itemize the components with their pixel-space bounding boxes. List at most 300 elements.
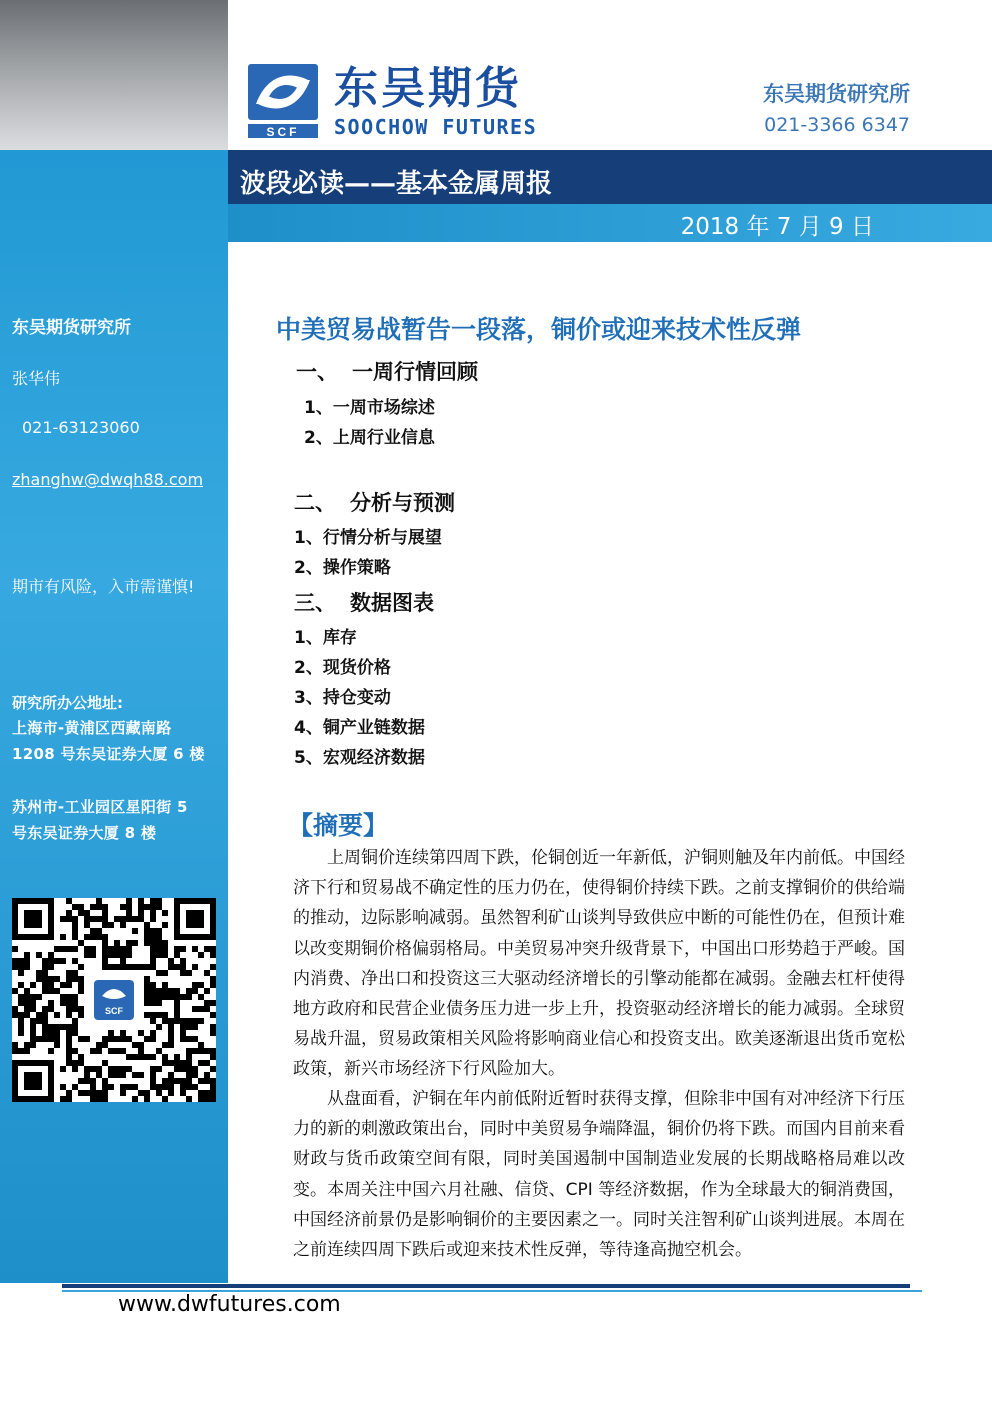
qr-module — [204, 1078, 210, 1084]
qr-module — [180, 946, 186, 952]
qr-module — [192, 1018, 198, 1024]
qr-module — [162, 1060, 168, 1066]
qr-module — [108, 946, 114, 952]
qr-module — [156, 970, 162, 976]
qr-module — [42, 1030, 48, 1036]
qr-module — [84, 1072, 90, 1078]
qr-module — [186, 1072, 192, 1078]
qr-module — [42, 982, 48, 988]
qr-module — [78, 988, 84, 994]
qr-module — [186, 1048, 192, 1054]
toc-item[interactable]: 2、上周行业信息 — [304, 428, 435, 448]
qr-module — [198, 982, 204, 988]
qr-module — [174, 994, 180, 1000]
qr-module — [42, 1012, 48, 1018]
qr-module — [138, 1048, 144, 1054]
qr-module — [192, 1072, 198, 1078]
qr-module — [174, 1078, 180, 1084]
qr-module — [156, 1066, 162, 1072]
qr-module — [54, 1012, 60, 1018]
toc-item[interactable]: 5、宏观经济数据 — [294, 748, 425, 768]
qr-module — [54, 1042, 60, 1048]
qr-module — [210, 1078, 216, 1084]
date-band — [228, 204, 992, 242]
qr-module — [48, 958, 54, 964]
qr-module — [204, 1060, 210, 1066]
qr-module — [144, 934, 150, 940]
qr-module — [174, 964, 180, 970]
qr-module — [138, 898, 144, 904]
qr-module — [132, 964, 138, 970]
footer-divider — [62, 1284, 910, 1288]
qr-module — [174, 988, 180, 994]
qr-module — [72, 976, 78, 982]
qr-module — [18, 1024, 24, 1030]
qr-module — [156, 928, 162, 934]
qr-module — [78, 1054, 84, 1060]
qr-module — [174, 1006, 180, 1012]
qr-module — [96, 1042, 102, 1048]
qr-module — [198, 1018, 204, 1024]
qr-module — [156, 904, 162, 910]
qr-module — [150, 916, 156, 922]
section-heading — [294, 587, 434, 617]
qr-module — [198, 1060, 204, 1066]
qr-module — [72, 1030, 78, 1036]
qr-module — [210, 1000, 216, 1006]
qr-module — [96, 1096, 102, 1102]
qr-module — [204, 1000, 210, 1006]
qr-module — [204, 1048, 210, 1054]
qr-module — [24, 994, 30, 1000]
qr-module — [150, 1012, 156, 1018]
qr-module — [138, 1042, 144, 1048]
qr-module — [150, 1054, 156, 1060]
qr-module — [102, 964, 108, 970]
qr-module — [162, 988, 168, 994]
qr-module — [204, 1090, 210, 1096]
qr-module — [126, 964, 132, 970]
qr-module — [162, 1084, 168, 1090]
qr-module — [90, 1066, 96, 1072]
qr-module — [66, 970, 72, 976]
qr-module — [66, 1090, 72, 1096]
qr-module — [174, 1018, 180, 1024]
qr-module — [162, 952, 168, 958]
qr-module — [210, 1096, 216, 1102]
qr-module — [78, 910, 84, 916]
qr-module — [90, 934, 96, 940]
qr-module — [180, 964, 186, 970]
qr-module — [186, 1084, 192, 1090]
qr-module — [174, 1066, 180, 1072]
qr-module — [78, 940, 84, 946]
qr-module — [180, 1018, 186, 1024]
qr-module — [78, 1090, 84, 1096]
qr-module — [36, 1036, 42, 1042]
qr-module — [144, 1090, 150, 1096]
qr-module — [198, 1006, 204, 1012]
qr-module — [186, 988, 192, 994]
qr-module — [96, 1048, 102, 1054]
qr-module — [126, 946, 132, 952]
qr-module — [42, 1024, 48, 1030]
qr-module — [156, 934, 162, 940]
qr-module — [18, 1030, 24, 1036]
qr-module — [72, 1060, 78, 1066]
qr-module — [198, 1090, 204, 1096]
qr-module — [108, 952, 114, 958]
qr-module — [192, 1006, 198, 1012]
qr-module — [162, 1018, 168, 1024]
qr-module — [114, 916, 120, 922]
qr-module — [180, 1024, 186, 1030]
qr-module — [168, 1030, 174, 1036]
qr-module — [66, 916, 72, 922]
qr-module — [18, 958, 24, 964]
qr-module — [90, 1084, 96, 1090]
qr-module — [120, 952, 126, 958]
qr-module — [12, 1048, 18, 1054]
qr-module — [96, 928, 102, 934]
qr-module — [120, 1066, 126, 1072]
qr-module — [168, 1078, 174, 1084]
toc-item[interactable]: 3、持仓变动 — [294, 688, 391, 708]
qr-module — [192, 1048, 198, 1054]
qr-module — [156, 952, 162, 958]
qr-module — [180, 1090, 186, 1096]
qr-module — [36, 1018, 42, 1024]
qr-module — [144, 964, 150, 970]
section-title: 一周行情回顾 — [352, 360, 478, 384]
toc-item[interactable]: 1、库存 — [294, 628, 357, 648]
footer-website-link[interactable]: www.dwfutures.com — [118, 1292, 341, 1317]
qr-module — [60, 994, 66, 1000]
qr-module — [66, 1060, 72, 1066]
qr-module — [168, 1084, 174, 1090]
qr-module — [66, 994, 72, 1000]
qr-module — [42, 988, 48, 994]
section-number: 二、 — [294, 491, 336, 515]
sidebar-address-line: 苏州市-工业园区星阳街 5 — [12, 798, 188, 816]
qr-module — [198, 952, 204, 958]
sidebar-author: 张华伟 — [12, 369, 61, 388]
qr-module — [168, 958, 174, 964]
section-title: 分析与预测 — [350, 491, 455, 515]
logo-text-en: SOOCHOW FUTURES — [334, 115, 538, 139]
qr-module — [60, 1066, 66, 1072]
qr-module — [174, 1060, 180, 1066]
qr-module — [18, 982, 24, 988]
qr-module — [120, 1090, 126, 1096]
qr-module — [210, 1048, 216, 1054]
qr-module — [192, 988, 198, 994]
qr-module — [162, 946, 168, 952]
qr-module — [150, 982, 156, 988]
qr-module — [90, 928, 96, 934]
qr-module — [48, 1030, 54, 1036]
report-title: 中美贸易战暂告一段落，铜价或迎来技术性反弹 — [276, 315, 802, 344]
qr-module — [102, 1090, 108, 1096]
qr-module — [102, 904, 108, 910]
qr-module — [96, 898, 102, 904]
qr-module — [138, 1030, 144, 1036]
toc-item[interactable]: 2、操作策略 — [294, 558, 391, 578]
qr-module — [120, 958, 126, 964]
qr-module — [138, 904, 144, 910]
qr-module — [150, 994, 156, 1000]
qr-module — [90, 1078, 96, 1084]
qr-code-icon — [12, 898, 216, 1102]
qr-module — [174, 1012, 180, 1018]
qr-module — [48, 988, 54, 994]
qr-module — [54, 988, 60, 994]
qr-module — [180, 1078, 186, 1084]
qr-logo-text: SCF — [105, 1006, 123, 1016]
qr-module — [48, 1036, 54, 1042]
qr-module — [12, 988, 18, 994]
qr-module — [48, 1024, 54, 1030]
qr-module — [36, 994, 42, 1000]
qr-module — [12, 964, 18, 970]
qr-module — [150, 928, 156, 934]
qr-module — [78, 1006, 84, 1012]
qr-module — [84, 952, 90, 958]
qr-module — [168, 1024, 174, 1030]
qr-module — [48, 1000, 54, 1006]
qr-module — [102, 1060, 108, 1066]
qr-module — [114, 964, 120, 970]
sidebar-risk-notice: 期市有风险，入市需谨慎! — [12, 577, 195, 596]
qr-module — [30, 1024, 36, 1030]
qr-module — [138, 1072, 144, 1078]
toc-item[interactable]: 1、行情分析与展望 — [294, 528, 442, 548]
qr-module — [96, 1090, 102, 1096]
qr-module — [102, 1078, 108, 1084]
qr-module — [120, 904, 126, 910]
qr-module — [60, 958, 66, 964]
qr-module — [66, 1048, 72, 1054]
qr-module — [174, 1054, 180, 1060]
qr-module — [60, 1024, 66, 1030]
qr-module — [60, 934, 66, 940]
qr-module — [54, 1024, 60, 1030]
qr-module — [114, 946, 120, 952]
qr-module — [120, 1072, 126, 1078]
qr-module — [36, 976, 42, 982]
toc-item[interactable]: 1、一周市场综述 — [304, 398, 435, 418]
qr-module — [180, 994, 186, 1000]
qr-module — [24, 1012, 30, 1018]
qr-module — [30, 1006, 36, 1012]
qr-module — [150, 1072, 156, 1078]
qr-module — [18, 1048, 24, 1054]
qr-module — [102, 910, 108, 916]
qr-module — [198, 1078, 204, 1084]
qr-module — [162, 1012, 168, 1018]
qr-module — [144, 994, 150, 1000]
qr-module — [78, 1036, 84, 1042]
section-heading — [296, 356, 478, 386]
qr-module — [120, 1030, 126, 1036]
sidebar-phone: 021-63123060 — [22, 418, 140, 437]
qr-module — [66, 1012, 72, 1018]
qr-module — [48, 1048, 54, 1054]
qr-module — [108, 964, 114, 970]
qr-module — [114, 952, 120, 958]
qr-module — [156, 1024, 162, 1030]
qr-module — [150, 946, 156, 952]
qr-module — [210, 952, 216, 958]
qr-module — [126, 904, 132, 910]
qr-module — [24, 1042, 30, 1048]
qr-module — [144, 904, 150, 910]
qr-module — [24, 964, 30, 970]
qr-module — [192, 982, 198, 988]
qr-module — [108, 1066, 114, 1072]
qr-module — [192, 1066, 198, 1072]
qr-module — [192, 964, 198, 970]
qr-module — [78, 904, 84, 910]
qr-module — [150, 934, 156, 940]
qr-module — [198, 1048, 204, 1054]
header-phone: 021-3366 6347 — [764, 114, 910, 136]
qr-module — [198, 1042, 204, 1048]
qr-module — [48, 952, 54, 958]
qr-module — [24, 988, 30, 994]
qr-module — [24, 952, 30, 958]
qr-module — [186, 1066, 192, 1072]
qr-module — [186, 1096, 192, 1102]
qr-module — [66, 1006, 72, 1012]
qr-module — [144, 940, 150, 946]
qr-module — [162, 1078, 168, 1084]
qr-module — [96, 934, 102, 940]
qr-module — [210, 1030, 216, 1036]
qr-module — [78, 982, 84, 988]
qr-module — [162, 1096, 168, 1102]
qr-module — [66, 982, 72, 988]
section-title: 数据图表 — [350, 591, 434, 615]
qr-module — [138, 1054, 144, 1060]
qr-module — [84, 910, 90, 916]
qr-module — [102, 958, 108, 964]
qr-module — [156, 988, 162, 994]
qr-module — [210, 1090, 216, 1096]
section-number: 三、 — [294, 591, 336, 615]
qr-module — [180, 970, 186, 976]
qr-module — [90, 904, 96, 910]
qr-module — [102, 1042, 108, 1048]
qr-module — [210, 964, 216, 970]
qr-module — [60, 916, 66, 922]
qr-module — [30, 1000, 36, 1006]
qr-module — [132, 1084, 138, 1090]
toc-item[interactable]: 2、现货价格 — [294, 658, 391, 678]
qr-module — [48, 964, 54, 970]
qr-module — [144, 922, 150, 928]
qr-module — [90, 946, 96, 952]
toc-item[interactable]: 4、铜产业链数据 — [294, 718, 425, 738]
qr-module — [48, 982, 54, 988]
qr-module — [144, 1036, 150, 1042]
qr-module — [132, 1054, 138, 1060]
qr-module — [156, 946, 162, 952]
qr-module — [144, 1096, 150, 1102]
sidebar-email-link[interactable]: zhanghw@dwqh88.com — [12, 470, 204, 489]
qr-module — [180, 1066, 186, 1072]
qr-module — [72, 904, 78, 910]
qr-module — [144, 988, 150, 994]
qr-module — [42, 1036, 48, 1042]
qr-module — [150, 940, 156, 946]
qr-module — [210, 1012, 216, 1018]
qr-module — [30, 1036, 36, 1042]
qr-module — [150, 1000, 156, 1006]
qr-module — [168, 994, 174, 1000]
qr-module — [36, 970, 42, 976]
sidebar-address-line: 1208 号东吴证券大厦 6 楼 — [12, 745, 205, 763]
qr-module — [90, 1096, 96, 1102]
qr-module — [84, 946, 90, 952]
qr-module — [66, 1024, 72, 1030]
qr-module — [66, 946, 72, 952]
qr-module — [18, 964, 24, 970]
qr-module — [18, 994, 24, 1000]
qr-module — [210, 976, 216, 982]
report-series-title: 波段必读——基本金属周报 — [240, 169, 553, 199]
qr-module — [60, 1000, 66, 1006]
qr-module — [18, 1000, 24, 1006]
qr-module — [108, 1048, 114, 1054]
qr-module — [204, 988, 210, 994]
sidebar-top-gradient — [0, 0, 228, 150]
qr-module — [72, 970, 78, 976]
qr-module — [102, 1096, 108, 1102]
qr-module — [102, 934, 108, 940]
qr-module — [186, 1060, 192, 1066]
qr-module — [78, 964, 84, 970]
qr-module — [54, 1030, 60, 1036]
qr-module — [162, 1042, 168, 1048]
qr-module — [114, 1036, 120, 1042]
qr-module — [78, 1060, 84, 1066]
qr-module — [132, 1072, 138, 1078]
qr-module — [120, 1036, 126, 1042]
qr-module — [150, 898, 156, 904]
qr-module — [204, 1072, 210, 1078]
qr-module — [60, 1096, 66, 1102]
qr-module — [84, 1078, 90, 1084]
qr-module — [204, 1096, 210, 1102]
qr-module — [150, 1036, 156, 1042]
qr-module — [168, 1090, 174, 1096]
qr-module — [186, 1078, 192, 1084]
qr-module — [84, 1090, 90, 1096]
qr-module — [84, 1036, 90, 1042]
qr-module — [90, 952, 96, 958]
qr-module — [42, 1018, 48, 1024]
qr-module — [108, 922, 114, 928]
qr-module — [168, 964, 174, 970]
qr-module — [102, 922, 108, 928]
qr-module — [186, 1024, 192, 1030]
qr-module — [54, 1036, 60, 1042]
qr-module — [156, 1000, 162, 1006]
qr-module — [198, 994, 204, 1000]
section-number: 一、 — [296, 360, 338, 384]
qr-module — [126, 952, 132, 958]
